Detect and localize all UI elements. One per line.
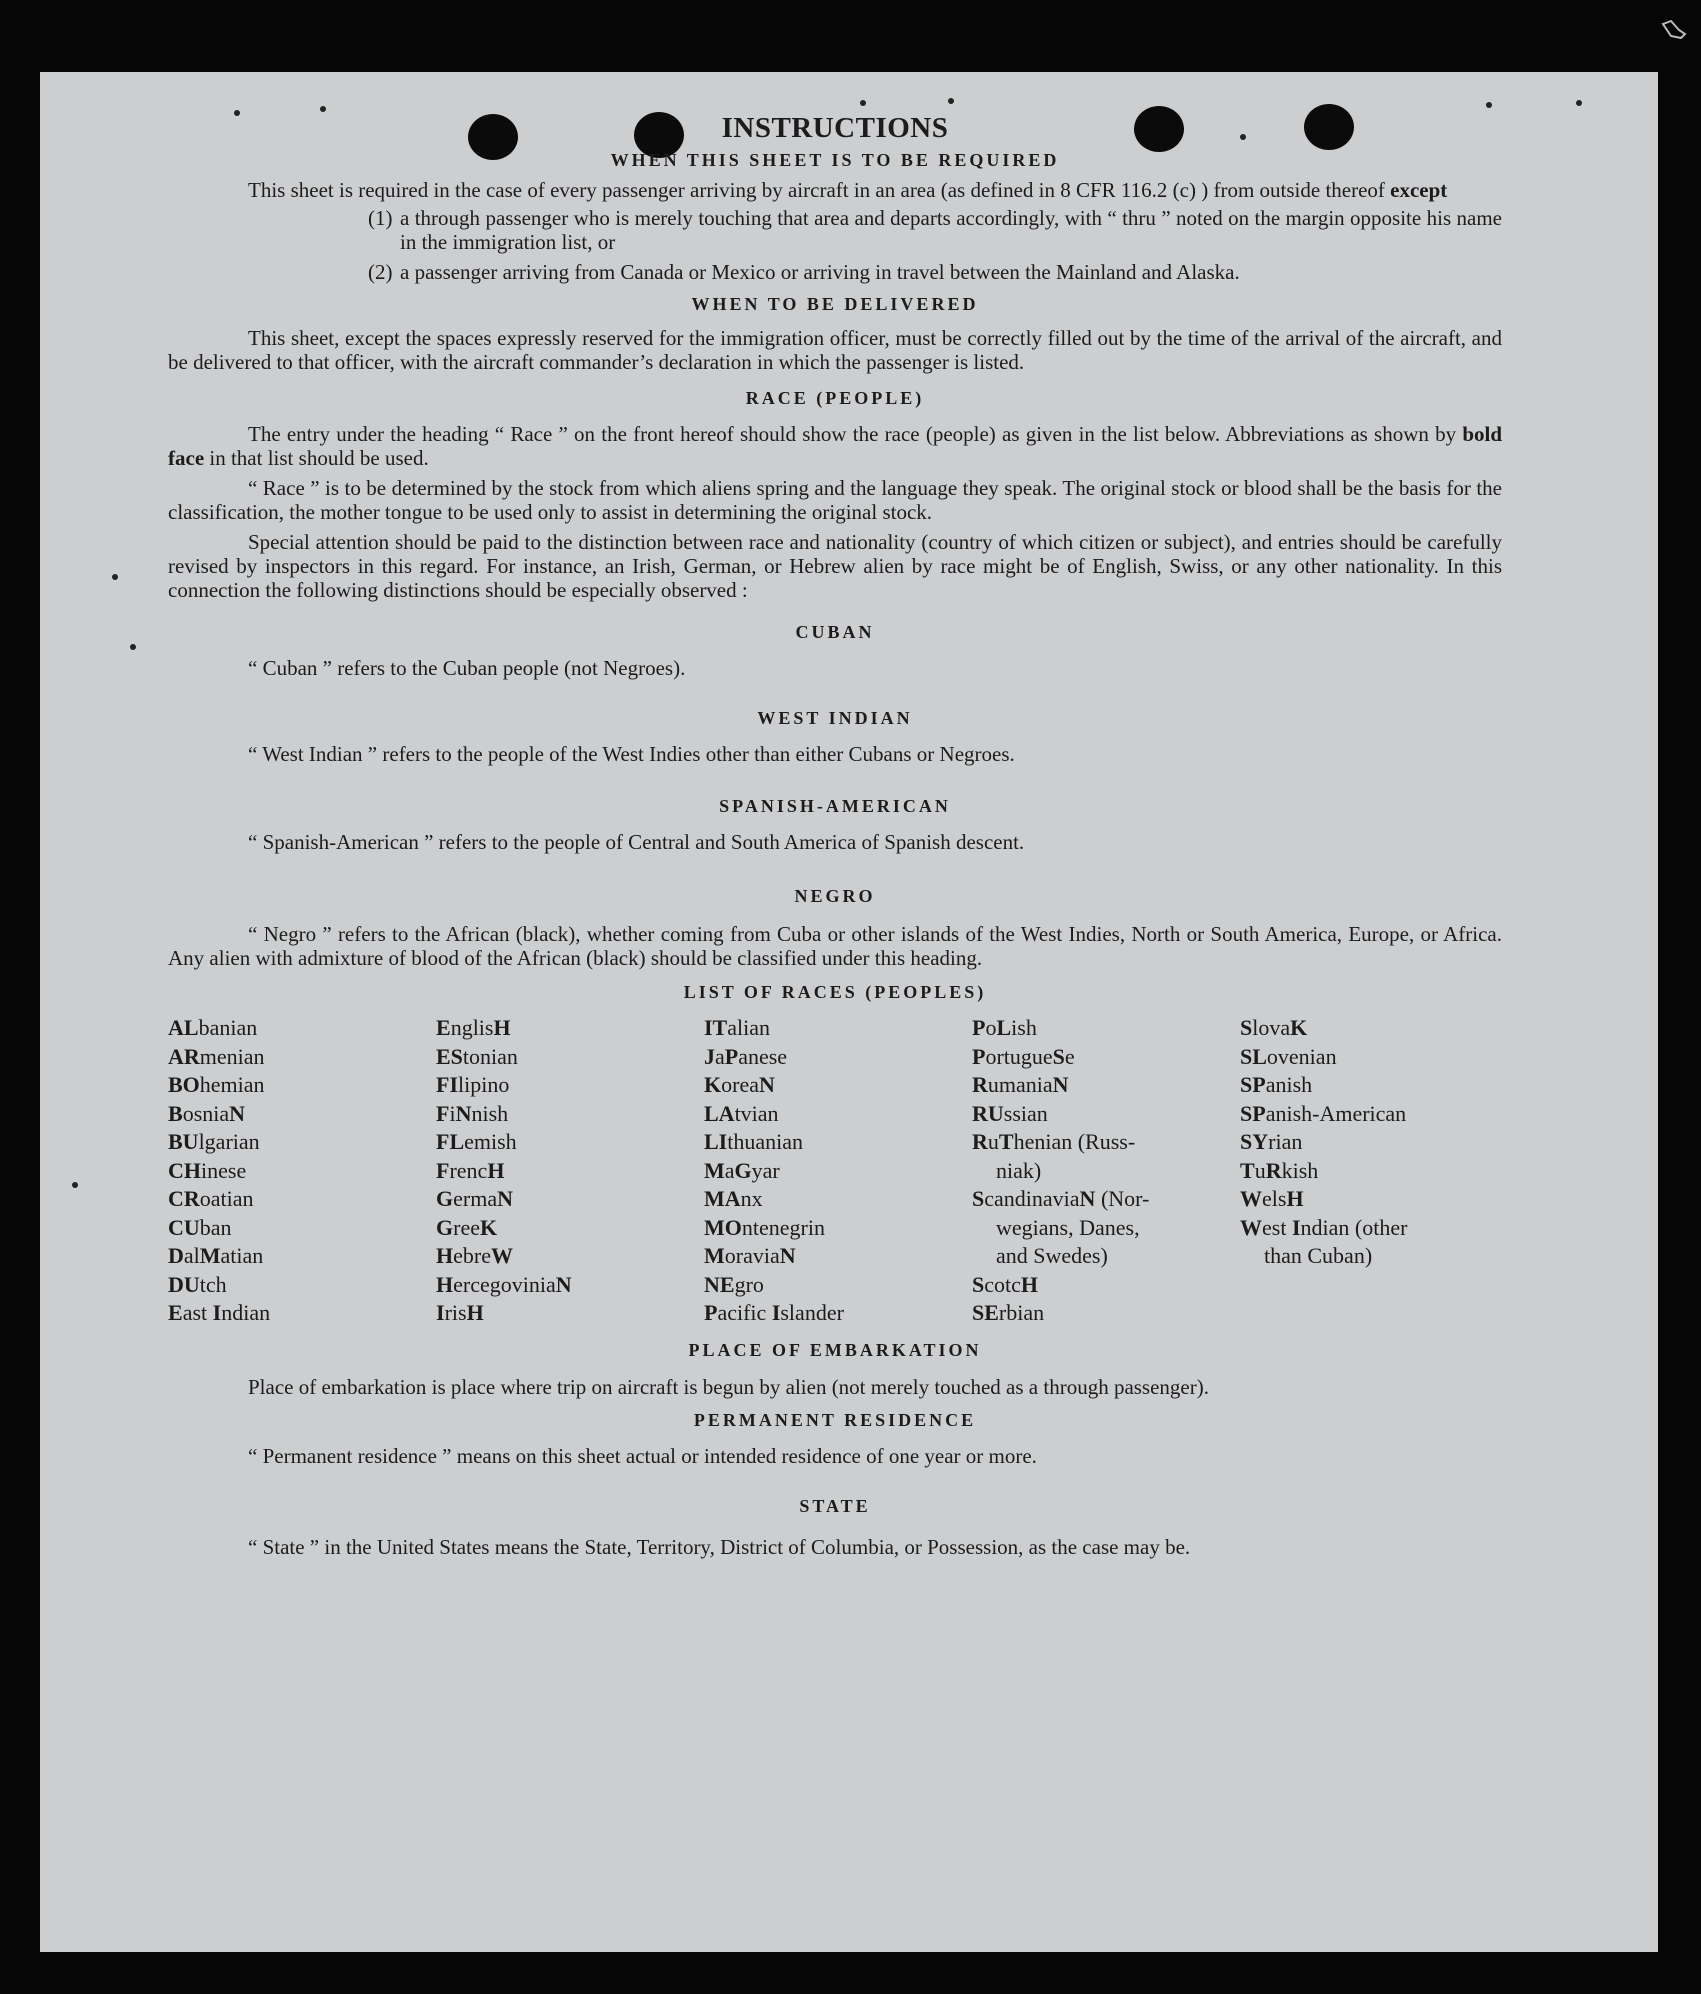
race-text: lova: [1252, 1015, 1291, 1040]
race-text: (Nor-: [1095, 1186, 1150, 1211]
race-abbreviation: P: [972, 1043, 986, 1069]
race-text: nish: [471, 1100, 509, 1126]
section-heading: PERMANENT RESIDENCE: [693, 1409, 977, 1430]
race-entry: [972, 1157, 1240, 1186]
race-entry: [168, 1157, 436, 1186]
race-entry: [1240, 1014, 1470, 1043]
race-entry: [168, 1100, 436, 1129]
race-abbreviation: S: [972, 1186, 985, 1211]
race-entry: [972, 1100, 1240, 1129]
race-text: kish: [1281, 1157, 1319, 1183]
race-text: erma: [453, 1186, 498, 1211]
section-heading: CUBAN: [795, 622, 875, 642]
race-column: [704, 1014, 972, 1328]
race-text: lgarian: [198, 1129, 260, 1154]
race-text: candinavia: [984, 1186, 1080, 1211]
race-abbreviation: G: [436, 1214, 454, 1240]
race-entry: [972, 1271, 1240, 1300]
race-entry: [436, 1100, 704, 1129]
race-abbreviation: CR: [168, 1186, 200, 1211]
race-entry: [436, 1043, 704, 1072]
race-abbreviation: S: [1052, 1043, 1065, 1069]
race-abbreviation: MO: [704, 1214, 742, 1240]
race-entry: [1240, 1185, 1470, 1214]
race-entry: [436, 1071, 704, 1100]
race-entry: [704, 1271, 972, 1300]
section-heading: WHEN THIS SHEET IS TO BE REQUIRED: [610, 150, 1060, 170]
exception-item: [168, 206, 1502, 254]
race-text: orea: [721, 1072, 759, 1097]
race-entry: [168, 1071, 436, 1100]
race-text-a: The entry under the heading “ Race ” on the front hereof should show the race (people) as given in the list below. Abbreviations as shown by: [248, 422, 1457, 446]
race-text: els: [1262, 1186, 1287, 1211]
race-entry: [436, 1271, 704, 1300]
race-text: ris: [444, 1300, 467, 1325]
race-abbreviation: W: [490, 1243, 513, 1268]
race-abbreviation: AL: [168, 1015, 199, 1040]
race-entry: [1240, 1100, 1470, 1129]
race-entry: [972, 1299, 1240, 1328]
cuban-paragraph: “ Cuban ” refers to the Cuban people (not Negroes).: [248, 656, 686, 680]
race-text: wegians, Danes,: [996, 1214, 1140, 1240]
race-entry: [436, 1157, 704, 1186]
race-entry: [972, 1014, 1240, 1043]
race-abbreviation: SY: [1240, 1129, 1269, 1154]
race-text: tvian: [734, 1100, 779, 1126]
races-list: [168, 1014, 1502, 1328]
race-abbreviation: M: [199, 1243, 221, 1268]
race-text: ndian (other: [1300, 1214, 1408, 1240]
race-text: anese: [738, 1043, 788, 1069]
race-text: osnia: [182, 1100, 230, 1126]
race-text: e: [1064, 1043, 1075, 1069]
speck: [72, 1182, 78, 1188]
race-text: umania: [987, 1072, 1053, 1097]
race-text-b: in that list should be used.: [209, 446, 429, 470]
delivered-paragraph: This sheet, except the spaces expressly reserved for the immigration officer, must be correctly filled out by the time of the arrival of the aircraft, and be delivered to that officer, with the aircraft commander’s declaration in which the passenger is listed.: [168, 326, 1502, 374]
race-abbreviation: IT: [704, 1015, 728, 1040]
race-entry: [436, 1299, 704, 1328]
race-entry: [168, 1214, 436, 1243]
race-text: anish: [1265, 1072, 1313, 1097]
race-abbreviation: F: [436, 1157, 450, 1183]
race-column: [972, 1014, 1240, 1328]
race-entry: [1240, 1157, 1470, 1186]
race-text: emish: [464, 1129, 517, 1154]
race-text: menian: [199, 1043, 265, 1069]
race-abbreviation: J: [704, 1043, 715, 1069]
race-abbreviation: BO: [168, 1072, 200, 1097]
race-abbreviation: K: [479, 1214, 498, 1240]
race-entry: [972, 1071, 1240, 1100]
section-heading: LIST OF RACES (PEOPLES): [683, 982, 987, 1002]
race-entry: [436, 1128, 704, 1157]
race-abbreviation: P: [724, 1043, 739, 1069]
race-entry: [972, 1242, 1240, 1271]
race-entry: [168, 1242, 436, 1271]
section-heading: STATE: [799, 1495, 871, 1516]
embarkation-paragraph: Place of embarkation is place where trip on aircraft is begun by alien (not merely touched as a through passenger).: [248, 1374, 1209, 1399]
race-entry: [704, 1128, 972, 1157]
race-bold-face: bold face: [168, 422, 1503, 470]
race-entry: [704, 1100, 972, 1129]
race-entry: [1240, 1128, 1470, 1157]
race-text: tch: [199, 1271, 227, 1297]
race-text: a: [724, 1157, 735, 1183]
west-indian-paragraph: “ West Indian ” refers to the people of the West Indies other than either Cubans or Negroes.: [248, 742, 1015, 766]
section-heading: WEST INDIAN: [757, 708, 913, 728]
race-text: tonian: [462, 1043, 518, 1069]
race-abbreviation: ES: [436, 1043, 463, 1069]
race-text: ast: [182, 1300, 213, 1325]
race-text: ebre: [453, 1243, 491, 1268]
exception-item: [168, 260, 1502, 284]
race-text: and Swedes): [996, 1243, 1108, 1268]
page-title: INSTRUCTIONS: [721, 112, 949, 144]
residence-paragraph: “ Permanent residence ” means on this sheet actual or intended residence of one year or more.: [248, 1443, 1037, 1468]
race-text: ntenegrin: [741, 1214, 825, 1240]
state-paragraph: “ State ” in the United States means the State, Territory, District of Columbia, or Possession, as the case may be.: [248, 1534, 1191, 1559]
negro-paragraph: “ Negro ” refers to the African (black), whether coming from Cuba or other islands of the West Indies, North or South America, Europe, or Africa. Any alien with admixture of blood of the African (black) should be classified under this heading.: [168, 922, 1502, 970]
race-entry: [704, 1157, 972, 1186]
race-abbreviation: L: [996, 1015, 1012, 1040]
race-abbreviation: K: [1290, 1015, 1308, 1040]
race-text: ovenian: [1266, 1043, 1337, 1069]
race-abbreviation: S: [1240, 1015, 1253, 1040]
race-entry: [972, 1214, 1240, 1243]
race-abbreviation: H: [1020, 1271, 1039, 1297]
race-abbreviation: T: [998, 1129, 1014, 1154]
speck: [948, 98, 954, 104]
race-text: ercegovinia: [453, 1271, 556, 1297]
speck: [130, 644, 136, 650]
race-abbreviation: N: [497, 1186, 513, 1211]
race-abbreviation: H: [1286, 1186, 1304, 1211]
race-entry: [1240, 1043, 1470, 1072]
race-entry: [436, 1242, 704, 1271]
item-text: a passenger arriving from Canada or Mexico or arriving in travel between the Mainland and Alaska.: [400, 260, 1240, 284]
race-text: renc: [449, 1157, 488, 1183]
race-abbreviation: R: [972, 1129, 988, 1154]
section-heading: NEGRO: [794, 886, 876, 906]
race-entry: [704, 1043, 972, 1072]
race-text: est: [1262, 1214, 1292, 1240]
race-text: yar: [751, 1157, 780, 1183]
race-abbreviation: R: [972, 1072, 988, 1097]
race-text: banian: [198, 1015, 258, 1040]
race-text: inese: [201, 1157, 247, 1183]
race-text: henian (Russ-: [1013, 1129, 1136, 1154]
race-column: [168, 1014, 436, 1328]
race-text: ban: [199, 1214, 232, 1240]
corner-mark-icon: [1659, 18, 1687, 40]
race-abbreviation: N: [229, 1100, 246, 1126]
race-entry: [168, 1014, 436, 1043]
race-column: [436, 1014, 704, 1328]
race-text: rbian: [998, 1300, 1045, 1325]
race-text: gro: [734, 1271, 764, 1297]
race-entry: [168, 1271, 436, 1300]
speck: [860, 100, 866, 106]
race-entry: [1240, 1071, 1470, 1100]
race-abbreviation: SP: [1240, 1072, 1266, 1097]
race-text: atian: [220, 1243, 264, 1268]
race-abbreviation: N: [455, 1100, 472, 1126]
race-abbreviation: K: [704, 1072, 722, 1097]
race-abbreviation: P: [972, 1015, 986, 1040]
race-paragraph-3: Special attention should be paid to the distinction between race and nationality (country of which citizen or subject), and entries should be carefully revised by inspectors in this regard. For instance, an Irish, German, or Hebrew alien by race might be of English, Swiss, or any other nationality. In this connection the following distinctions should be especially observed :: [168, 530, 1502, 602]
race-abbreviation: D: [168, 1243, 184, 1268]
race-entry: [704, 1299, 972, 1328]
race-abbreviation: FL: [436, 1129, 465, 1154]
required-text: This sheet is required in the case of every passenger arriving by aircraft in an area (as defined in 8 CFR 116.2 (c) ) from outside thereof: [248, 178, 1385, 202]
race-paragraph-1: [168, 422, 1502, 470]
race-text: lipino: [458, 1072, 510, 1097]
race-abbreviation: E: [168, 1300, 183, 1325]
race-abbreviation: LI: [704, 1129, 728, 1154]
race-paragraph-2: “ Race ” is to be determined by the stock from which aliens spring and the language they speak. The original stock or blood shall be the basis for the classification, the mother tongue to be used only to assist in determining the original stock.: [168, 476, 1502, 524]
race-abbreviation: AR: [168, 1043, 200, 1069]
race-text: nglis: [450, 1015, 494, 1040]
race-abbreviation: M: [704, 1243, 725, 1268]
race-text: o: [985, 1015, 997, 1040]
race-text: slander: [780, 1300, 844, 1325]
race-abbreviation: H: [436, 1271, 454, 1297]
race-abbreviation: B: [168, 1100, 183, 1126]
race-entry: [972, 1128, 1240, 1157]
race-text: u: [987, 1129, 999, 1154]
required-except: except: [1390, 178, 1448, 202]
speck: [1576, 100, 1582, 106]
race-abbreviation: R: [1265, 1157, 1282, 1183]
race-abbreviation: N: [779, 1243, 796, 1268]
race-abbreviation: P: [704, 1300, 718, 1325]
race-column: [1240, 1014, 1470, 1328]
race-entry: [704, 1242, 972, 1271]
race-text: nx: [740, 1186, 763, 1211]
required-paragraph: [168, 178, 1502, 202]
item-number: (1): [368, 206, 393, 230]
race-abbreviation: W: [1240, 1214, 1262, 1240]
race-abbreviation: I: [212, 1300, 222, 1325]
race-abbreviation: LA: [704, 1100, 735, 1126]
race-text: u: [1254, 1157, 1266, 1183]
race-abbreviation: H: [436, 1243, 454, 1268]
race-entry: [168, 1043, 436, 1072]
race-entry: [704, 1071, 972, 1100]
race-entry: [1240, 1242, 1470, 1271]
speck: [112, 574, 118, 580]
race-abbreviation: E: [436, 1015, 451, 1040]
race-text: al: [183, 1243, 200, 1268]
race-abbreviation: H: [493, 1015, 511, 1040]
race-abbreviation: I: [771, 1300, 781, 1325]
race-text: niak): [996, 1157, 1042, 1183]
race-abbreviation: W: [1240, 1186, 1262, 1211]
item-text: a through passenger who is merely touching that area and departs accordingly, with “ thru ” noted on the margin opposite his name in the immigration list, or: [400, 206, 1502, 254]
race-abbreviation: NE: [704, 1271, 735, 1297]
item-number: (2): [368, 260, 393, 284]
race-entry: [436, 1014, 704, 1043]
race-abbreviation: FI: [436, 1072, 458, 1097]
race-entry: [168, 1185, 436, 1214]
race-text: ree: [453, 1214, 480, 1240]
race-text: i: [449, 1100, 456, 1126]
race-abbreviation: M: [704, 1157, 725, 1183]
race-abbreviation: G: [734, 1157, 752, 1183]
race-abbreviation: N: [758, 1072, 775, 1097]
section-heading: SPANISH-AMERICAN: [719, 796, 951, 816]
race-text: anish-American: [1265, 1100, 1407, 1126]
race-abbreviation: DU: [168, 1271, 200, 1297]
spanish-american-paragraph: “ Spanish-American ” refers to the people of Central and South America of Spanish descent.: [248, 830, 1025, 854]
race-abbreviation: G: [436, 1186, 454, 1211]
race-text: thuanian: [727, 1129, 804, 1154]
race-text: rian: [1268, 1129, 1303, 1154]
race-abbreviation: RU: [972, 1100, 1004, 1126]
race-text: ortugue: [985, 1043, 1053, 1069]
race-text: ssian: [1003, 1100, 1048, 1126]
race-abbreviation: I: [436, 1300, 445, 1325]
race-text: oravia: [724, 1243, 780, 1268]
race-entry: [972, 1185, 1240, 1214]
race-entry: [704, 1014, 972, 1043]
race-abbreviation: BU: [168, 1129, 199, 1154]
race-abbreviation: I: [1291, 1214, 1301, 1240]
race-entry: [704, 1214, 972, 1243]
race-abbreviation: SE: [972, 1300, 999, 1325]
race-text: cotc: [984, 1271, 1021, 1297]
race-entry: [436, 1185, 704, 1214]
race-abbreviation: SL: [1240, 1043, 1267, 1069]
race-abbreviation: CH: [168, 1157, 201, 1183]
race-abbreviation: H: [466, 1300, 484, 1325]
race-text: ish: [1011, 1015, 1037, 1040]
race-text: a: [715, 1043, 725, 1069]
race-text: alian: [727, 1015, 771, 1040]
race-abbreviation: F: [436, 1100, 450, 1126]
race-text: hemian: [199, 1072, 265, 1097]
race-abbreviation: MA: [704, 1186, 741, 1211]
section-heading: PLACE OF EMBARKATION: [688, 1339, 982, 1360]
race-entry: [436, 1214, 704, 1243]
section-heading: RACE (PEOPLE): [745, 388, 925, 408]
race-entry: [168, 1299, 436, 1328]
race-abbreviation: SP: [1240, 1100, 1266, 1126]
race-entry: [168, 1128, 436, 1157]
race-text: oatian: [199, 1186, 254, 1211]
race-text: ndian: [221, 1300, 271, 1325]
race-abbreviation: S: [972, 1271, 985, 1297]
race-abbreviation: CU: [168, 1214, 200, 1240]
race-text: than Cuban): [1264, 1243, 1373, 1268]
race-abbreviation: H: [487, 1157, 505, 1183]
race-entry: [704, 1185, 972, 1214]
race-entry: [972, 1043, 1240, 1072]
instructions-body: [168, 108, 1502, 1562]
race-abbreviation: N: [555, 1271, 572, 1297]
race-abbreviation: N: [1079, 1186, 1096, 1211]
race-text: acific: [717, 1300, 772, 1325]
race-abbreviation: T: [1240, 1157, 1255, 1183]
race-abbreviation: N: [1052, 1072, 1069, 1097]
race-entry: [1240, 1214, 1470, 1243]
section-heading: WHEN TO BE DELIVERED: [691, 294, 979, 314]
